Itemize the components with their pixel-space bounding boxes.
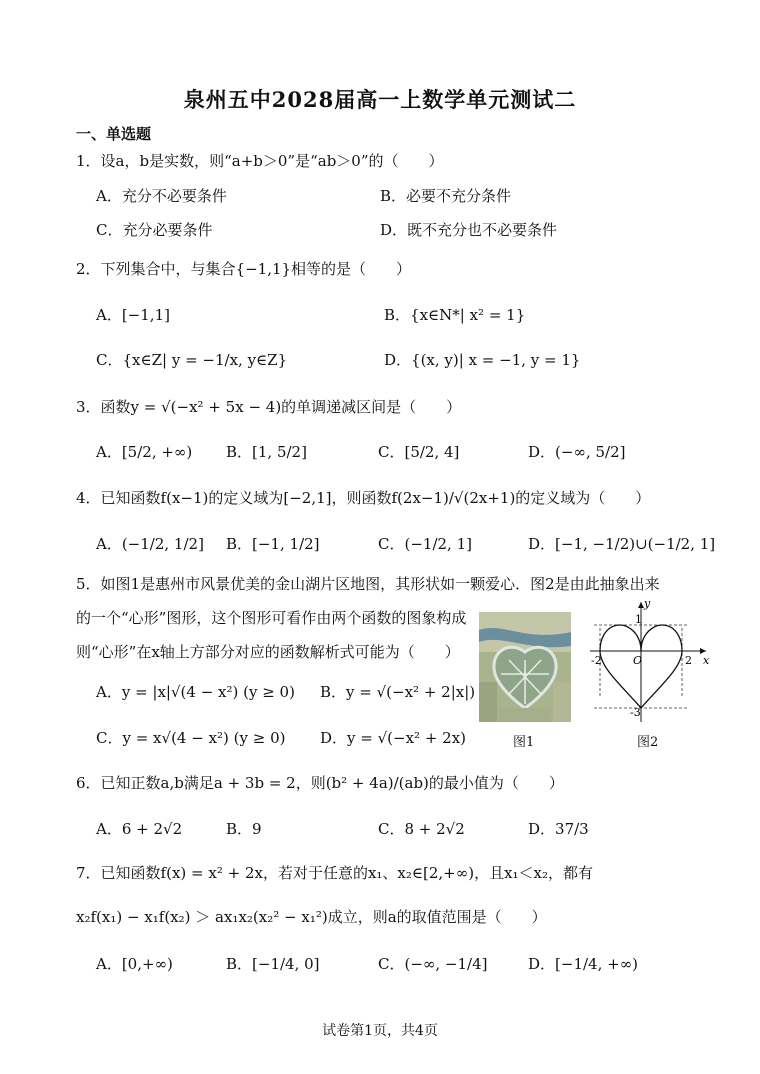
question-5-stem-line-3: 则“心形”在x轴上方部分对应的函数解析式可能为（ ） bbox=[76, 643, 460, 661]
label-y: y bbox=[644, 598, 651, 610]
label-top: 1 bbox=[635, 613, 642, 626]
section-heading: 一、单选题 bbox=[76, 125, 152, 143]
question-7-option-d: D．[−1/4, +∞) bbox=[528, 955, 639, 973]
question-3-option-c: C．[5/2, 4] bbox=[378, 443, 460, 461]
question-7-option-c: C．(−∞, −1/4] bbox=[378, 955, 488, 973]
question-5-stem-line-1: 5．如图1是惠州市风景优美的金山湖片区地图，其形状如一颗爱心．图2是由此抽象出来 bbox=[76, 575, 660, 593]
figure-1-caption: 图1 bbox=[513, 735, 535, 750]
label-x: x bbox=[703, 654, 710, 667]
question-7-stem-line-2: x₂f(x₁) − x₁f(x₂) ＞ ax₁x₂(x₂² − x₁²)成立，则a的取值范围是（ ） bbox=[76, 908, 547, 926]
page-title: 泉州五中2028届高一上数学单元测试二 bbox=[183, 87, 577, 112]
question-5-option-a: A．y = |x|√(4 − x²) (y ≥ 0) bbox=[96, 683, 295, 701]
question-6-option-a: A．6 + 2√2 bbox=[96, 820, 183, 838]
question-6-option-c: C．8 + 2√2 bbox=[378, 820, 465, 838]
label-left: -2 bbox=[591, 654, 602, 667]
question-2-stem: 2．下列集合中，与集合{−1,1}相等的是（ ） bbox=[76, 260, 412, 278]
question-1-option-c: C．充分必要条件 bbox=[96, 221, 213, 239]
question-5-stem-line-2: 的一个“心形”图形，这个图形可看作由两个函数的图象构成 bbox=[76, 609, 467, 627]
label-bottom: -3 bbox=[630, 706, 641, 719]
label-right: 2 bbox=[685, 654, 692, 667]
question-4-stem: 4．已知函数f(x−1)的定义域为[−2,1]，则函数f(2x−1)/√(2x+1)的定义域为（ ） bbox=[76, 489, 651, 507]
question-5-option-b: B．y = √(−x² + 2|x|) bbox=[320, 683, 476, 701]
question-6-option-d: D．37/3 bbox=[528, 820, 589, 838]
page-footer: 试卷第1页，共4页 bbox=[322, 1023, 438, 1039]
question-4-option-c: C．(−1/2, 1] bbox=[378, 535, 472, 553]
question-3-option-b: B．[1, 5/2] bbox=[226, 443, 307, 461]
question-6-stem: 6．已知正数a,b满足a + 3b = 2，则(b² + 4a)/(ab)的最小值为（ ） bbox=[76, 774, 564, 792]
question-1-option-d: D．既不充分也不必要条件 bbox=[380, 221, 558, 239]
figure-2-heart-diagram bbox=[584, 598, 714, 724]
question-3-option-d: D．(−∞, 5/2] bbox=[528, 443, 626, 461]
question-5-option-d: D．y = √(−x² + 2x) bbox=[320, 729, 467, 747]
question-1-stem: 1．设a，b是实数，则“a+b＞0”是“ab＞0”的（ ） bbox=[76, 152, 444, 170]
question-3-stem: 3．函数y = √(−x² + 5x − 4)的单调递减区间是（ ） bbox=[76, 398, 462, 416]
question-2-option-c: C．{x∈Z| y = −1/x, y∈Z} bbox=[96, 351, 288, 369]
question-3-option-a: A．[5/2, +∞) bbox=[96, 443, 193, 461]
question-4-option-b: B．[−1, 1/2] bbox=[226, 535, 320, 553]
question-5-option-c: C．y = x√(4 − x²) (y ≥ 0) bbox=[96, 729, 286, 747]
question-4-option-a: A．(−1/2, 1/2] bbox=[96, 535, 204, 553]
question-7-option-b: B．[−1/4, 0] bbox=[226, 955, 320, 973]
figure-2-caption: 图2 bbox=[637, 735, 659, 750]
question-2-option-a: A．[−1,1] bbox=[96, 306, 170, 324]
question-2-option-d: D．{(x, y)| x = −1, y = 1} bbox=[384, 351, 581, 369]
question-1-option-a: A．充分不必要条件 bbox=[96, 187, 227, 205]
question-2-option-b: B．{x∈N*| x² = 1} bbox=[384, 306, 526, 324]
question-7-stem-line-1: 7．已知函数f(x) = x² + 2x，若对于任意的x₁、x₂∈[2,+∞)，且x₁＜x₂，都有 bbox=[76, 864, 594, 882]
label-origin: O bbox=[633, 654, 643, 667]
figure-1-map-image bbox=[479, 612, 571, 722]
question-4-option-d: D．[−1, −1/2)∪(−1/2, 1] bbox=[528, 535, 716, 553]
question-6-option-b: B．9 bbox=[226, 820, 262, 838]
question-7-option-a: A．[0,+∞) bbox=[96, 955, 173, 973]
question-1-option-b: B．必要不充分条件 bbox=[380, 187, 512, 205]
